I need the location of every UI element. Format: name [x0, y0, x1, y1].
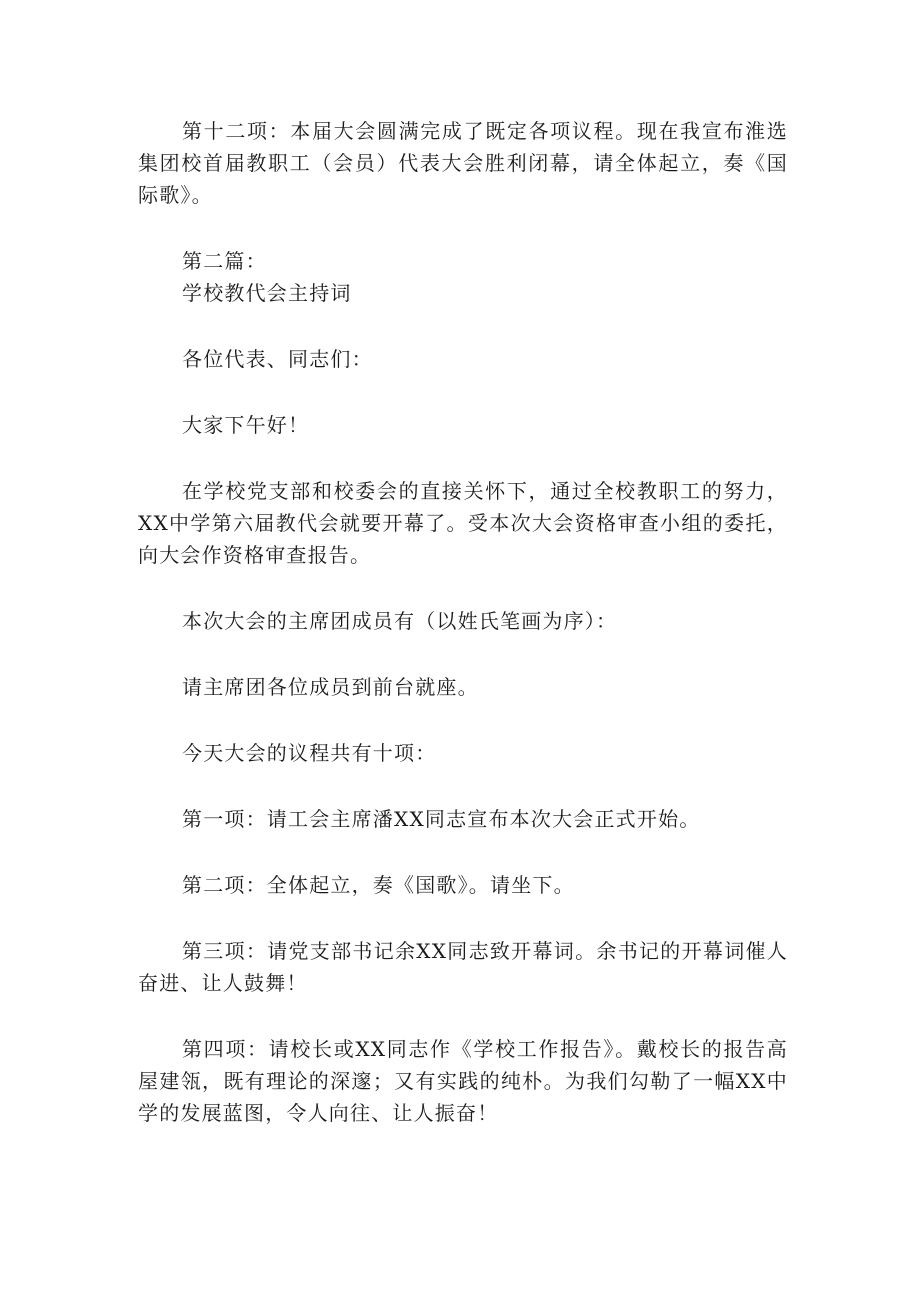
section-title: 学校教代会主持词	[182, 281, 352, 305]
agenda-item-2: 第二项：全体起立，奏《国歌》。请坐下。	[182, 873, 575, 897]
presidium-paragraph: 本次大会的主席团成员有（以姓氏笔画为序）：	[182, 609, 618, 633]
agenda-item-1: 第一项：请工会主席潘XX同志宣布本次大会正式开始。	[182, 807, 701, 831]
agenda-item-4: 第四项：请校长或XX同志作《学校工作报告》。戴校长的报告高屋建瓴，既有理论的深邃；又有实践的纯朴。为我们勾勒了一幅XX中学的发展蓝图，令人向往、让人振奋！	[138, 1037, 788, 1125]
salutation: 各位代表、同志们：	[182, 347, 373, 371]
greeting: 大家下午好！	[182, 413, 310, 437]
opening-paragraph: 在学校党支部和校委会的直接关怀下，通过全校教职工的努力，XX中学第六届教代会就要开幕了。受本次大会资格审查小组的委托，向大会作资格审查报告。	[138, 479, 788, 567]
agenda-item-3: 第三项：请党支部书记余XX同志致开幕词。余书记的开幕词催人奋进、让人鼓舞！	[138, 939, 788, 995]
paragraph-item-12: 第十二项：本届大会圆满完成了既定各项议程。现在我宣布淮选集团校首届教职工（会员）代表大会胜利闭幕，请全体起立，奏《国际歌》。	[138, 119, 788, 207]
section-label: 第二篇：	[182, 249, 267, 273]
document-body	[138, 115, 788, 1163]
seating-paragraph: 请主席团各位成员到前台就座。	[182, 675, 479, 699]
agenda-intro: 今天大会的议程共有十项：	[182, 741, 437, 765]
